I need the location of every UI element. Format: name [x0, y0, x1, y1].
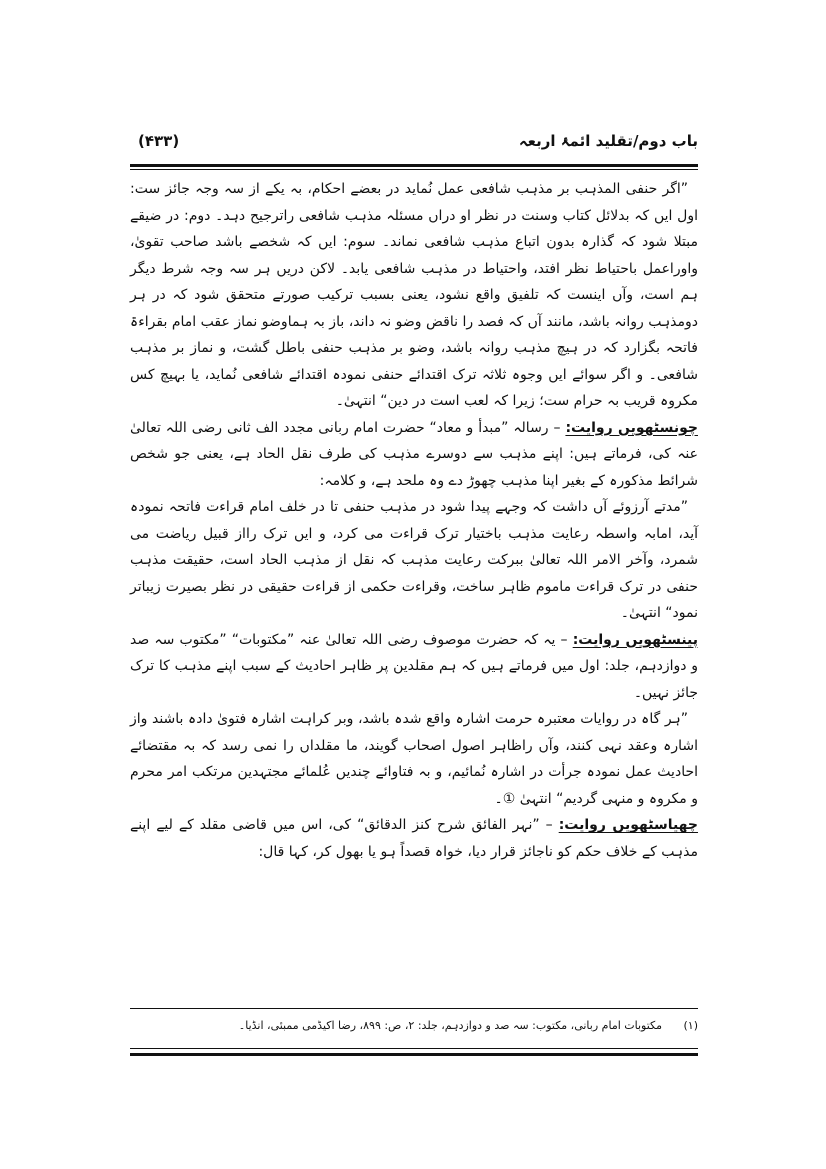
paragraph-text: – رسالہ ”مبدأ و معاد“ حضرت امام ربانی مجدد الف ثانی رضی اللہ تعالیٰ عنہ کی، فرماتے ہیں: اپنے مذہب سے دوسرے مذہب کی طرف نقل الحاد ہے، یعنی جو شخص شرائط مذکورہ کے بغیر اپنا مذہب چھوڑ دے وہ ملحد ہے، و کلامہ:	[130, 419, 698, 489]
paragraph-text: ”ہر گاہ در روایات معتبرہ حرمت اشارہ واقع شدہ باشد، وبر کراہت اشارہ فتویٰ دادہ باشند واز اشارہ وعقد نہی کنند، وآں راظاہر اصول اصحاب گویند، ما مقلداں را نمی رسد کہ بہ مقتضائے احادیث عمل نمودہ جرأت در اشارہ نُمائیم، و بہ فتاوائے چندیں عُلمائے مجتہدین مرتکب امر محرم و مکروہ و منہی گردیم“ انتہیٰ ①۔	[130, 711, 698, 807]
narration-label: پینسٹھویں روایت:	[572, 631, 699, 648]
footer-rule-thin	[130, 1048, 698, 1049]
header-rule-thick	[130, 164, 698, 167]
paragraph-text: ”مدتے آرزوئے آں داشت کہ وجہے پیدا شود در مذہب حنفی تا در خلف امام قراءت فاتحہ نمودہ آید، امابہ واسطہ رعایت مذہب باختیار ترک قراءت می کرد، و ایں ترک رااز قبیل ریاضت می شمرد، وآخر الامر اللہ تعالیٰ ببرکت رعایت مذہب کہ نقل از مذہب الحاد است، حقیقت مذہب حنفی در ترک قراءت ماموم ظاہر ساخت، وقراءت حکمی از قراءت حقیقی در نظر بصیرت زیباتر نمود“ انتہیٰ۔	[130, 499, 698, 621]
footnote-rule	[130, 1008, 698, 1009]
footnote-text: مکتوبات امام ربانی، مکتوب: سہ صد و دوازدہم، جلد: ۲، ص: ۸۹۹، رضا اکیڈمی ممبئی، انڈیا۔	[238, 1019, 662, 1032]
footer-rule-thick	[130, 1053, 698, 1056]
paragraph-narration-64	[130, 415, 698, 495]
paragraph-text: – یہ کہ حضرت موصوف رضی اللہ تعالیٰ عنہ ”مکتوبات“ ”مکتوب سہ صد و دوازدہم، جلد: اول میں فرماتے ہیں کہ ہم مقلدین پر ظاہر احادیث کے سبب اپنے مذہب کا ترک جائز نہیں۔	[130, 631, 698, 701]
narration-label: چھیاسٹھویں روایت:	[558, 817, 699, 833]
narration-label: چونسٹھویں روایت:	[565, 419, 698, 436]
footnote	[130, 1016, 698, 1036]
paragraph-narration-65	[130, 627, 698, 707]
header-rule-thin	[130, 169, 698, 170]
paragraph-quote-3	[130, 706, 698, 812]
paragraph-quote-2	[130, 494, 698, 627]
main-text	[130, 176, 698, 865]
page-header	[130, 130, 698, 160]
chapter-title: باب دوم/تقلید ائمۂ اربعہ	[518, 132, 698, 150]
footnote-number: (۱)	[683, 1019, 698, 1032]
paragraph-quote-1	[130, 176, 698, 415]
paragraph-text: ”اگر حنفی المذہب بر مذہب شافعی عمل نُماید در بعضے احکام، بہ یکے از سہ وجہ جائز ست: اول ایں کہ بدلائل کتاب وسنت در نظر او دراں مسئلہ مذہب شافعی راترجیح دہد۔ دوم: در ضیقے مبتلا شود کہ گذارہ بدون اتباع مذہب شافعی نماند۔ سوم: ایں کہ شخصے باشد صاحب تقویٰ، واوراعمل باحتیاط نظر افتد، واحتیاط در مذہب شافعی یابد۔ لاکن دریں ہر سہ وجہ شرط دیگر ہم است، وآں اینست کہ تلفیق واقع نشود، یعنی بسبب ترکیب صورتے متحقق شود کہ در ہر دومذہب روانہ باشد، مانند آں کہ فصد را ناقض وضو نہ داند، باز بہ ہماوضو نماز عقب امام بقراءۃ فاتحہ بگزارد کہ در ہیچ مذہب روانہ باشد، وضو بر مذہب حنفی باطل گشت، و نماز بر مذہب شافعی۔ و اگر سوائے ایں وجوہ ثلاثہ ترک اقتدائے حنفی نمودہ اقتدائے شافعی نُماید، یا بہیچ کس مکروہ قریب بہ حرام ست؛ زیرا کہ لعب است در دین“ انتہیٰ۔	[130, 181, 698, 409]
paragraph-text: – ”نہر الفائق شرح کنز الدقائق“ کی، اس میں قاضی مقلد کے لیے اپنے مذہب کے خلاف حکم کو ناجائز قرار دیا، خواہ قصداً ہو یا بھول کر، کہا قال:	[130, 817, 698, 860]
page-number: (۴۳۳)	[138, 132, 180, 150]
paragraph-narration-66	[130, 812, 698, 865]
